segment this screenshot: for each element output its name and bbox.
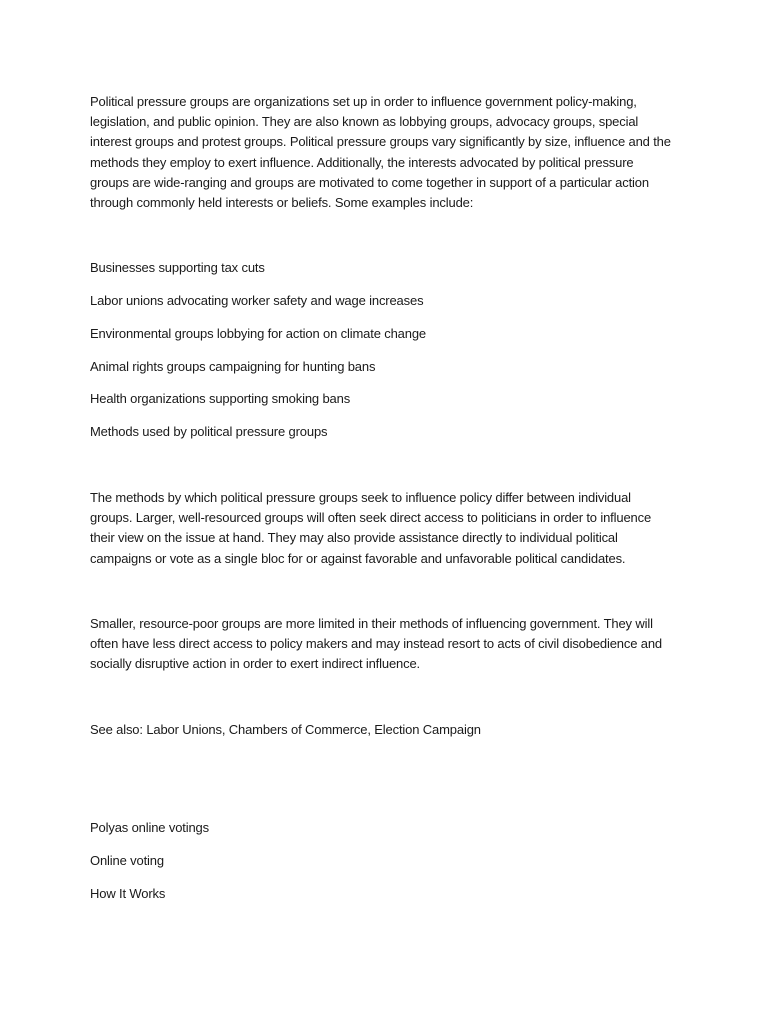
methods-line: campaigns or vote as a single bloc for or against favorable and unfavorable political candidates. xyxy=(90,550,626,566)
smaller-groups-line: often have less direct access to policy makers and may instead resort to acts of civil disobedience and xyxy=(90,636,663,652)
methods-line: their view on the issue at hand. They may also provide assistance directly to individual political xyxy=(90,530,618,546)
footer-link-polyas: Polyas online votings xyxy=(90,820,209,835)
example-item: Businesses supporting tax cuts xyxy=(90,260,265,275)
example-item: Environmental groups lobbying for action on climate change xyxy=(90,326,427,341)
methods-line: The methods by which political pressure groups seek to influence policy differ between individual xyxy=(90,490,631,505)
see-also-line: See also: Labor Unions, Chambers of Commerce, Election Campaign xyxy=(90,722,481,737)
methods-paragraph xyxy=(90,488,690,569)
example-item: Health organizations supporting smoking bans xyxy=(90,391,351,406)
smaller-groups-paragraph xyxy=(90,614,690,675)
smaller-groups-line: socially disruptive action in order to exert indirect influence. xyxy=(90,656,421,672)
methods-line: groups. Larger, well-resourced groups will often seek direct access to politicians in order to influence xyxy=(90,510,652,526)
intro-paragraph xyxy=(90,92,690,213)
intro-line: interest groups and protest groups. Political pressure groups vary significantly by size, influence and the xyxy=(90,134,671,150)
example-item: Animal rights groups campaigning for hunting bans xyxy=(90,359,376,374)
intro-line: legislation, and public opinion. They are also known as lobbying groups, advocacy groups, special xyxy=(90,114,639,130)
example-item: Labor unions advocating worker safety and wage increases xyxy=(90,293,424,308)
intro-line: methods they employ to exert influence. Additionally, the interests advocated by political pressure xyxy=(90,154,634,170)
smaller-groups-line: Smaller, resource-poor groups are more limited in their methods of influencing government. They will xyxy=(90,616,653,631)
example-item: Methods used by political pressure groups xyxy=(90,424,328,439)
intro-line: Political pressure groups are organizations set up in order to influence government policy-making, xyxy=(90,94,637,109)
intro-line: groups are wide-ranging and groups are motivated to come together in support of a particular action xyxy=(90,174,649,190)
footer-link-online-voting: Online voting xyxy=(90,853,164,868)
intro-line: through commonly held interests or beliefs. Some examples include: xyxy=(90,195,474,211)
footer-link-how-it-works: How It Works xyxy=(90,886,166,901)
